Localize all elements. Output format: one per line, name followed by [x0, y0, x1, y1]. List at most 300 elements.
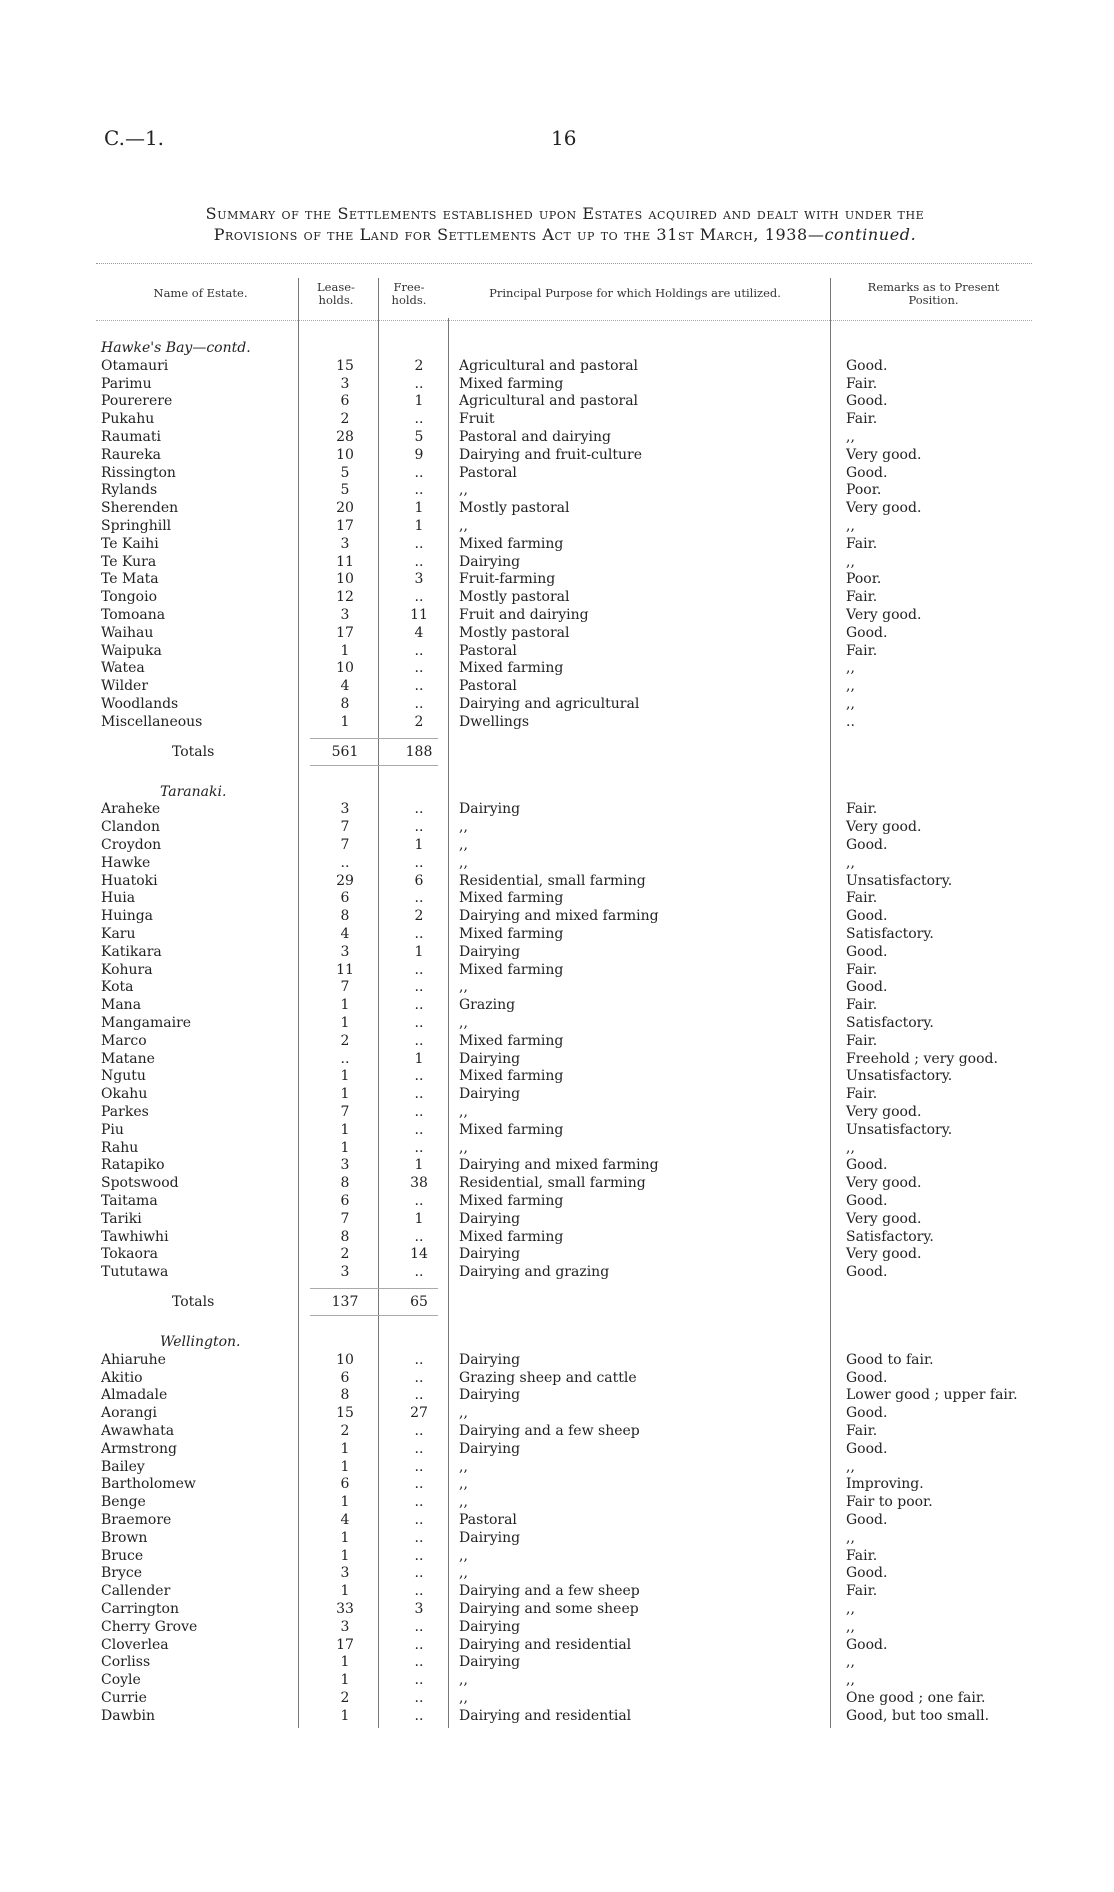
freeholds-value: .. [414, 1547, 424, 1564]
freeholds-value: 6 [414, 872, 424, 889]
leaseholds-value: 8 [340, 696, 350, 712]
section-heading [0, 1333, 1114, 1351]
estate-name: Parkes [101, 1104, 149, 1120]
table-row [0, 375, 1114, 393]
freeholds-value: .. [414, 1512, 424, 1528]
estate-name: Bartholomew [101, 1476, 196, 1493]
freeholds-value: 1 [414, 943, 424, 960]
purpose-value: Mixed farming [459, 1068, 564, 1085]
remarks-value: Unsatisfactory. [846, 1068, 953, 1085]
purpose-value: Dairying [459, 1654, 521, 1671]
totals-label: Totals [172, 743, 215, 760]
leaseholds-value: 3 [340, 535, 350, 552]
purpose-value: Mixed farming [459, 961, 564, 978]
purpose-value: Dairying [459, 1440, 521, 1457]
leaseholds-value: 2 [340, 1032, 350, 1049]
purpose-value: Dairying [459, 943, 521, 960]
remarks-value: Very good. [846, 446, 922, 463]
freeholds-value: .. [414, 1015, 424, 1031]
freeholds-value: .. [414, 1351, 424, 1368]
leaseholds-value: 1 [340, 713, 350, 730]
remarks-value: ,, [846, 1601, 855, 1617]
remarks-value: Fair. [846, 997, 878, 1014]
table-row [0, 1529, 1114, 1547]
remarks-value: Satisfactory. [846, 1228, 934, 1245]
purpose-value: Dairying [459, 1246, 521, 1263]
estate-name: Rissington [101, 464, 176, 481]
totals-label: Totals [172, 1294, 215, 1310]
estate-name: Otamauri [101, 357, 169, 374]
remarks-value: ,, [846, 1458, 855, 1475]
estate-name: Tomoana [101, 607, 166, 623]
freeholds-value: .. [414, 1440, 424, 1457]
freeholds-value: .. [414, 961, 424, 978]
estate-name: Okahu [101, 1086, 148, 1103]
leaseholds-value: 1 [340, 1458, 350, 1475]
estate-name: Brown [101, 1529, 148, 1546]
table-row [0, 1139, 1114, 1157]
estate-name: Rahu [101, 1139, 139, 1156]
table-row [0, 1653, 1114, 1671]
table-row [0, 1014, 1114, 1032]
leaseholds-value: 4 [340, 678, 350, 695]
remarks-value: Fair. [846, 801, 878, 818]
estate-name: Matane [101, 1050, 155, 1067]
freeholds-value: 2 [414, 713, 424, 730]
purpose-value: ,, [459, 1547, 468, 1564]
freeholds-value: .. [414, 375, 424, 392]
purpose-value: ,, [459, 1690, 468, 1706]
purpose-value: Mixed farming [459, 926, 564, 942]
freeholds-value: .. [414, 997, 424, 1014]
remarks-value: Good. [846, 1636, 888, 1653]
remarks-value: Satisfactory. [846, 926, 934, 942]
purpose-value: ,, [459, 1672, 468, 1689]
table-row [0, 1582, 1114, 1600]
leaseholds-value: 2 [340, 1423, 350, 1439]
table-row [0, 1263, 1114, 1281]
remarks-value: Good. [846, 979, 888, 996]
purpose-value: ,, [459, 837, 468, 853]
remarks-value: .. [846, 713, 855, 730]
estate-name: Akitio [101, 1369, 143, 1386]
estate-name: Dawbin [101, 1707, 156, 1724]
purpose-value: Dairying and fruit-culture [459, 446, 643, 463]
freeholds-value: .. [414, 1565, 424, 1582]
freeholds-value: .. [414, 1476, 424, 1493]
freeholds-value: .. [414, 1264, 424, 1281]
purpose-value: Dairying [459, 1210, 521, 1227]
table-row [0, 677, 1114, 695]
leaseholds-value: 20 [336, 500, 354, 517]
freeholds-value: .. [414, 1228, 424, 1245]
estate-name: Ngutu [101, 1068, 146, 1085]
estate-name: Huinga [101, 908, 154, 925]
freeholds-value: .. [414, 1583, 424, 1600]
remarks-value: Good. [846, 1193, 888, 1209]
freeholds-value: .. [414, 696, 424, 712]
table-row [0, 1174, 1114, 1192]
estate-name: Karu [101, 926, 136, 942]
leaseholds-value: 4 [340, 1512, 350, 1528]
estate-name: Watea [101, 660, 145, 677]
freeholds-value: 1 [414, 518, 424, 534]
leaseholds-value: 17 [336, 1636, 354, 1653]
leaseholds-value: 5 [340, 464, 350, 481]
remarks-value: Good. [846, 1157, 888, 1174]
leaseholds-value: 8 [340, 1228, 350, 1245]
table-row [0, 1386, 1114, 1404]
leaseholds-value: 1 [340, 1547, 350, 1564]
purpose-value: Dwellings [459, 713, 530, 730]
table-row [0, 1067, 1114, 1085]
totals-freeholds: 188 [405, 743, 433, 760]
leaseholds-value: 17 [336, 624, 354, 641]
estate-name: Ahiaruhe [101, 1351, 166, 1368]
freeholds-value: .. [414, 854, 424, 871]
purpose-value: ,, [459, 1104, 468, 1120]
table-row [0, 624, 1114, 642]
leaseholds-value: 1 [340, 1015, 350, 1031]
remarks-value: ,, [846, 429, 855, 445]
remarks-value: Good. [846, 357, 888, 374]
remarks-value: ,, [846, 1618, 855, 1635]
purpose-value: Residential, small farming [459, 1175, 646, 1192]
remarks-value: Fair. [846, 890, 878, 907]
estate-name: Mana [101, 997, 142, 1014]
title-line-2: Provisions of the Land for Settlements Act up to the 31st March, 1938—continued. [213, 225, 917, 244]
purpose-value: Pastoral and dairying [459, 429, 611, 445]
table-row [0, 1103, 1114, 1121]
estate-name: Tongoio [101, 589, 157, 606]
leaseholds-value: 6 [340, 890, 350, 907]
col-header-purpose: Principal Purpose for which Holdings are utilized. [489, 286, 781, 300]
table-row [0, 943, 1114, 961]
remarks-value: Fair to poor. [846, 1494, 933, 1511]
freeholds-value: 2 [414, 357, 424, 374]
freeholds-value: .. [414, 1654, 424, 1671]
freeholds-value: .. [414, 1193, 424, 1209]
remarks-value: Good. [846, 1440, 888, 1457]
table-row [0, 446, 1114, 464]
purpose-value: ,, [459, 819, 468, 836]
freeholds-value: 5 [414, 429, 424, 445]
purpose-value: Fruit [459, 411, 495, 428]
estate-name: Tawhiwhi [101, 1228, 169, 1245]
leaseholds-value: 1 [340, 1672, 350, 1689]
purpose-value: Agricultural and pastoral [459, 393, 639, 410]
remarks-value: Good. [846, 624, 888, 641]
estate-name: Katikara [101, 943, 162, 960]
estate-name: Marco [101, 1032, 147, 1049]
freeholds-value: .. [414, 411, 424, 428]
totals-row [0, 1293, 1114, 1311]
estate-name: Tokaora [101, 1246, 158, 1263]
purpose-value: ,, [459, 1405, 468, 1422]
leaseholds-value: 29 [336, 872, 354, 889]
estate-name: Pourerere [101, 393, 173, 410]
table-row [0, 1440, 1114, 1458]
estate-name: Pukahu [101, 411, 155, 428]
remarks-value: ,, [846, 678, 855, 695]
purpose-value: Mixed farming [459, 1228, 564, 1245]
leaseholds-value: 6 [340, 1369, 350, 1386]
section-heading [0, 783, 1114, 801]
leaseholds-value: 3 [340, 1565, 350, 1582]
estate-name: Coyle [101, 1672, 141, 1689]
estate-name: Rylands [101, 482, 158, 499]
remarks-value: Fair. [846, 1423, 878, 1439]
remarks-value: ,, [846, 518, 855, 534]
purpose-value: Fruit-farming [459, 571, 556, 588]
purpose-value: Mixed farming [459, 1032, 564, 1049]
remarks-value: Good. [846, 464, 888, 481]
table-row [0, 1228, 1114, 1246]
remarks-value: ,, [846, 1529, 855, 1546]
leaseholds-value: 12 [336, 589, 354, 606]
section-title: Hawke's Bay—contd. [101, 340, 251, 356]
table-row [0, 553, 1114, 571]
freeholds-value: .. [414, 535, 424, 552]
leaseholds-value: 1 [340, 1440, 350, 1457]
remarks-value: Unsatisfactory. [846, 872, 953, 889]
leaseholds-value: 4 [340, 926, 350, 942]
table-title [100, 203, 1030, 245]
estate-name: Raumati [101, 429, 161, 445]
table-row [0, 606, 1114, 624]
estate-name: Piu [101, 1121, 124, 1138]
estate-name: Ratapiko [101, 1157, 165, 1174]
freeholds-value: .. [414, 678, 424, 695]
purpose-value: ,, [459, 1494, 468, 1511]
table-row [0, 713, 1114, 731]
purpose-value: Pastoral [459, 678, 517, 695]
section-title: Wellington. [160, 1334, 241, 1350]
remarks-value: ,, [846, 553, 855, 570]
table-row [0, 1121, 1114, 1139]
freeholds-value: 27 [410, 1405, 428, 1422]
leaseholds-value: 8 [340, 1175, 350, 1192]
table-row [0, 925, 1114, 943]
table-row [0, 1422, 1114, 1440]
purpose-value: Dairying [459, 1618, 521, 1635]
table-row [0, 659, 1114, 677]
freeholds-value: 2 [414, 908, 424, 925]
estate-name: Cherry Grove [101, 1618, 198, 1635]
estate-name: Clandon [101, 819, 160, 836]
estate-name: Sherenden [101, 500, 179, 517]
table-row [0, 357, 1114, 375]
leaseholds-value: 1 [340, 1086, 350, 1103]
table-row [0, 1475, 1114, 1493]
remarks-value: Good. [846, 1405, 888, 1422]
purpose-value: Dairying [459, 1529, 521, 1546]
purpose-value: ,, [459, 1565, 468, 1582]
table-row [0, 1369, 1114, 1387]
remarks-value: Good. [846, 943, 888, 960]
estate-name: Spotswood [101, 1175, 179, 1192]
freeholds-value: 1 [414, 393, 424, 410]
section-heading [0, 339, 1114, 357]
table-row [0, 1636, 1114, 1654]
estate-name: Springhill [101, 518, 172, 534]
leaseholds-value: 17 [336, 518, 354, 534]
purpose-value: ,, [459, 482, 468, 499]
remarks-value: Unsatisfactory. [846, 1121, 953, 1138]
table-row [0, 1600, 1114, 1618]
purpose-value: Mixed farming [459, 660, 564, 677]
table-row [0, 1210, 1114, 1228]
estate-name: Te Kaihi [101, 535, 159, 552]
leaseholds-value: 3 [340, 1618, 350, 1635]
section-title: Taranaki. [160, 783, 227, 800]
purpose-value: Mixed farming [459, 375, 564, 392]
freeholds-value: .. [414, 1068, 424, 1085]
freeholds-value: .. [414, 1423, 424, 1439]
freeholds-value: 9 [414, 446, 424, 463]
purpose-value: Dairying [459, 1351, 521, 1368]
table-row [0, 889, 1114, 907]
freeholds-value: 1 [414, 1157, 424, 1174]
remarks-value: Good. [846, 393, 888, 410]
estate-name: Aorangi [101, 1405, 158, 1422]
purpose-value: ,, [459, 1476, 468, 1493]
freeholds-value: .. [414, 1707, 424, 1724]
table-row [0, 978, 1114, 996]
estate-name: Woodlands [101, 696, 179, 712]
leaseholds-value: 6 [340, 1193, 350, 1209]
purpose-value: Dairying [459, 553, 521, 570]
table-row [0, 872, 1114, 890]
estate-name: Waihau [101, 624, 154, 641]
freeholds-value: .. [414, 1086, 424, 1103]
freeholds-value: .. [414, 1690, 424, 1706]
leaseholds-value: 1 [340, 1707, 350, 1724]
remarks-value: One good ; one fair. [846, 1690, 986, 1706]
leaseholds-value: 3 [340, 943, 350, 960]
freeholds-value: .. [414, 1387, 424, 1404]
title-rule [96, 263, 1032, 264]
estate-name: Huia [101, 890, 136, 907]
freeholds-value: 3 [414, 1601, 424, 1617]
table-row [0, 854, 1114, 872]
leaseholds-value: 10 [336, 660, 354, 677]
freeholds-value: 1 [414, 500, 424, 517]
totals-rule [310, 1315, 438, 1316]
estate-name: Currie [101, 1690, 147, 1706]
purpose-value: Dairying and grazing [459, 1264, 610, 1281]
estate-name: Huatoki [101, 872, 158, 889]
leaseholds-value: 1 [340, 1654, 350, 1671]
remarks-value: Fair. [846, 375, 878, 392]
estate-name: Bailey [101, 1458, 145, 1475]
freeholds-value: .. [414, 1529, 424, 1546]
leaseholds-value: 33 [336, 1601, 354, 1617]
remarks-value: Fair. [846, 1583, 878, 1600]
remarks-value: Very good. [846, 1210, 922, 1227]
remarks-value: ,, [846, 660, 855, 677]
estate-name: Te Mata [101, 571, 159, 588]
estate-name: Kota [101, 979, 134, 996]
table-row [0, 1547, 1114, 1565]
table-row [0, 588, 1114, 606]
leaseholds-value: 11 [336, 961, 354, 978]
leaseholds-value: 7 [340, 819, 350, 836]
remarks-value: Good. [846, 1369, 888, 1386]
purpose-value: Dairying and mixed farming [459, 1157, 659, 1174]
estate-name: Araheke [101, 801, 161, 818]
purpose-value: Dairying and residential [459, 1636, 632, 1653]
estate-name: Tariki [101, 1210, 142, 1227]
estate-name: Hawke [101, 854, 151, 871]
purpose-value: Pastoral [459, 1512, 517, 1528]
table-row [0, 1050, 1114, 1068]
estate-name: Callender [101, 1583, 171, 1600]
estate-name: Tututawa [101, 1264, 169, 1281]
freeholds-value: .. [414, 1369, 424, 1386]
estate-name: Armstrong [101, 1440, 177, 1457]
estate-name: Bryce [101, 1565, 143, 1582]
col-header-name: Name of Estate. [153, 286, 248, 300]
table-row [0, 464, 1114, 482]
freeholds-value: 38 [410, 1175, 428, 1192]
totals-rule [310, 738, 438, 739]
freeholds-value: .. [414, 642, 424, 659]
estate-name: Miscellaneous [101, 713, 203, 730]
purpose-value: Mostly pastoral [459, 500, 570, 517]
freeholds-value: .. [414, 1139, 424, 1156]
freeholds-value: .. [414, 553, 424, 570]
title-line-1: Summary of the Settlements established upon Estates acquired and dealt with under the [205, 204, 925, 223]
remarks-value: Fair. [846, 1086, 878, 1103]
leaseholds-value: .. [340, 854, 350, 871]
leaseholds-value: .. [340, 1050, 350, 1067]
leaseholds-value: 28 [336, 429, 354, 445]
leaseholds-value: 1 [340, 642, 350, 659]
freeholds-value: .. [414, 819, 424, 836]
purpose-value: Mostly pastoral [459, 624, 570, 641]
purpose-value: Mixed farming [459, 1121, 564, 1138]
freeholds-value: .. [414, 1618, 424, 1635]
purpose-value: ,, [459, 518, 468, 534]
estate-name: Raureka [101, 446, 162, 463]
estate-name: Braemore [101, 1512, 172, 1528]
freeholds-value: 1 [414, 837, 424, 853]
freeholds-value: 1 [414, 1050, 424, 1067]
freeholds-value: .. [414, 464, 424, 481]
purpose-value: Grazing [459, 997, 516, 1014]
purpose-value: Grazing sheep and cattle [459, 1369, 637, 1386]
table-row [0, 1493, 1114, 1511]
purpose-value: Pastoral [459, 464, 517, 481]
leaseholds-value: 10 [336, 571, 354, 588]
purpose-value: Dairying and a few sheep [459, 1423, 640, 1439]
remarks-value: Good to fair. [846, 1351, 934, 1368]
remarks-value: Lower good ; upper fair. [846, 1387, 1018, 1404]
table-row [0, 695, 1114, 713]
freeholds-value: .. [414, 1636, 424, 1653]
leaseholds-value: 1 [340, 1583, 350, 1600]
remarks-value: Fair. [846, 411, 878, 428]
table-row [0, 517, 1114, 535]
purpose-value: Mixed farming [459, 890, 564, 907]
totals-leaseholds: 561 [331, 743, 359, 760]
freeholds-value: .. [414, 979, 424, 996]
table-row [0, 642, 1114, 660]
col-header-leaseholds: Lease-holds. [317, 280, 355, 307]
freeholds-value: .. [414, 1458, 424, 1475]
table-row [0, 907, 1114, 925]
